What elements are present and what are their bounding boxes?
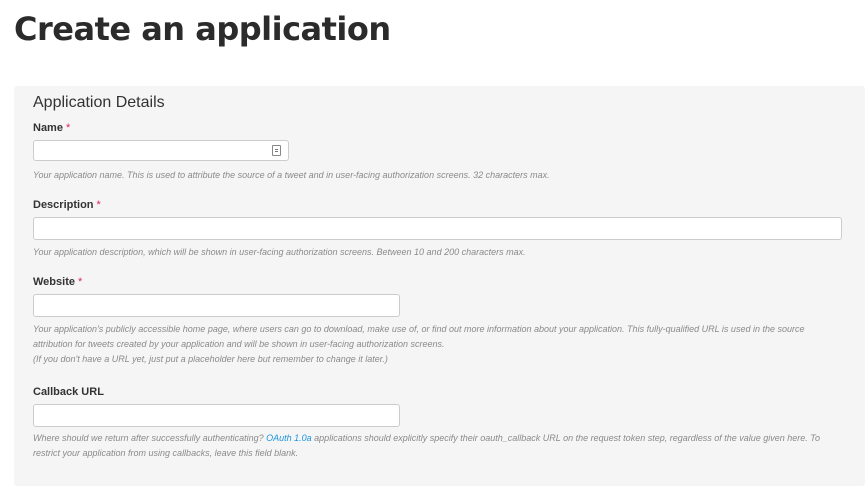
callback-help-suffix: applications should explicitly specify their oauth_callback URL on the request token step, regardless of the value given here. To xyxy=(311,433,820,443)
callback-url-label-text: Callback URL xyxy=(33,386,104,398)
contact-card-icon[interactable] xyxy=(272,145,281,156)
application-details-panel xyxy=(14,86,865,486)
description-help-text: Your application description, which will be shown in user-facing authorization screens. Between 10 and 200 characters max. xyxy=(33,247,526,257)
section-title: Application Details xyxy=(33,94,165,111)
description-label-text: Description xyxy=(33,199,94,211)
website-label-text: Website xyxy=(33,276,75,288)
required-marker: * xyxy=(96,199,101,211)
website-help-text xyxy=(33,322,848,367)
website-label xyxy=(33,276,82,288)
description-label xyxy=(33,199,101,211)
name-help-text: Your application name. This is used to attribute the source of a tweet and in user-facing authorization screens. 32 characters max. xyxy=(33,170,550,180)
required-marker: * xyxy=(77,276,83,288)
name-input[interactable] xyxy=(33,140,289,161)
description-input[interactable] xyxy=(33,217,842,240)
website-help-line: (If you don't have a URL yet, just put a placeholder here but remember to change it later.) xyxy=(33,354,388,364)
oauth-link[interactable]: OAuth 1.0a xyxy=(266,433,312,443)
callback-url-help-text xyxy=(33,431,848,461)
name-label-text: Name xyxy=(33,122,63,134)
website-help-line: attribution for tweets created by your application and will be shown in user-facing authorization screens. xyxy=(33,339,445,349)
callback-help-line: restrict your application from using callbacks, leave this field blank. xyxy=(33,448,299,458)
callback-help-prefix: Where should we return after successfully authenticating? xyxy=(33,433,267,443)
required-marker: * xyxy=(65,122,71,134)
name-label xyxy=(33,122,70,134)
callback-url-label xyxy=(33,386,104,398)
callback-url-input[interactable] xyxy=(33,404,400,427)
website-input[interactable] xyxy=(33,294,400,317)
website-help-line: Your application's publicly accessible home page, where users can go to download, make use of, or find out more information about your application. This fully-qualified URL is used in the source xyxy=(33,324,805,334)
page-title: Create an application xyxy=(14,10,391,48)
callback-help-line xyxy=(33,431,848,446)
